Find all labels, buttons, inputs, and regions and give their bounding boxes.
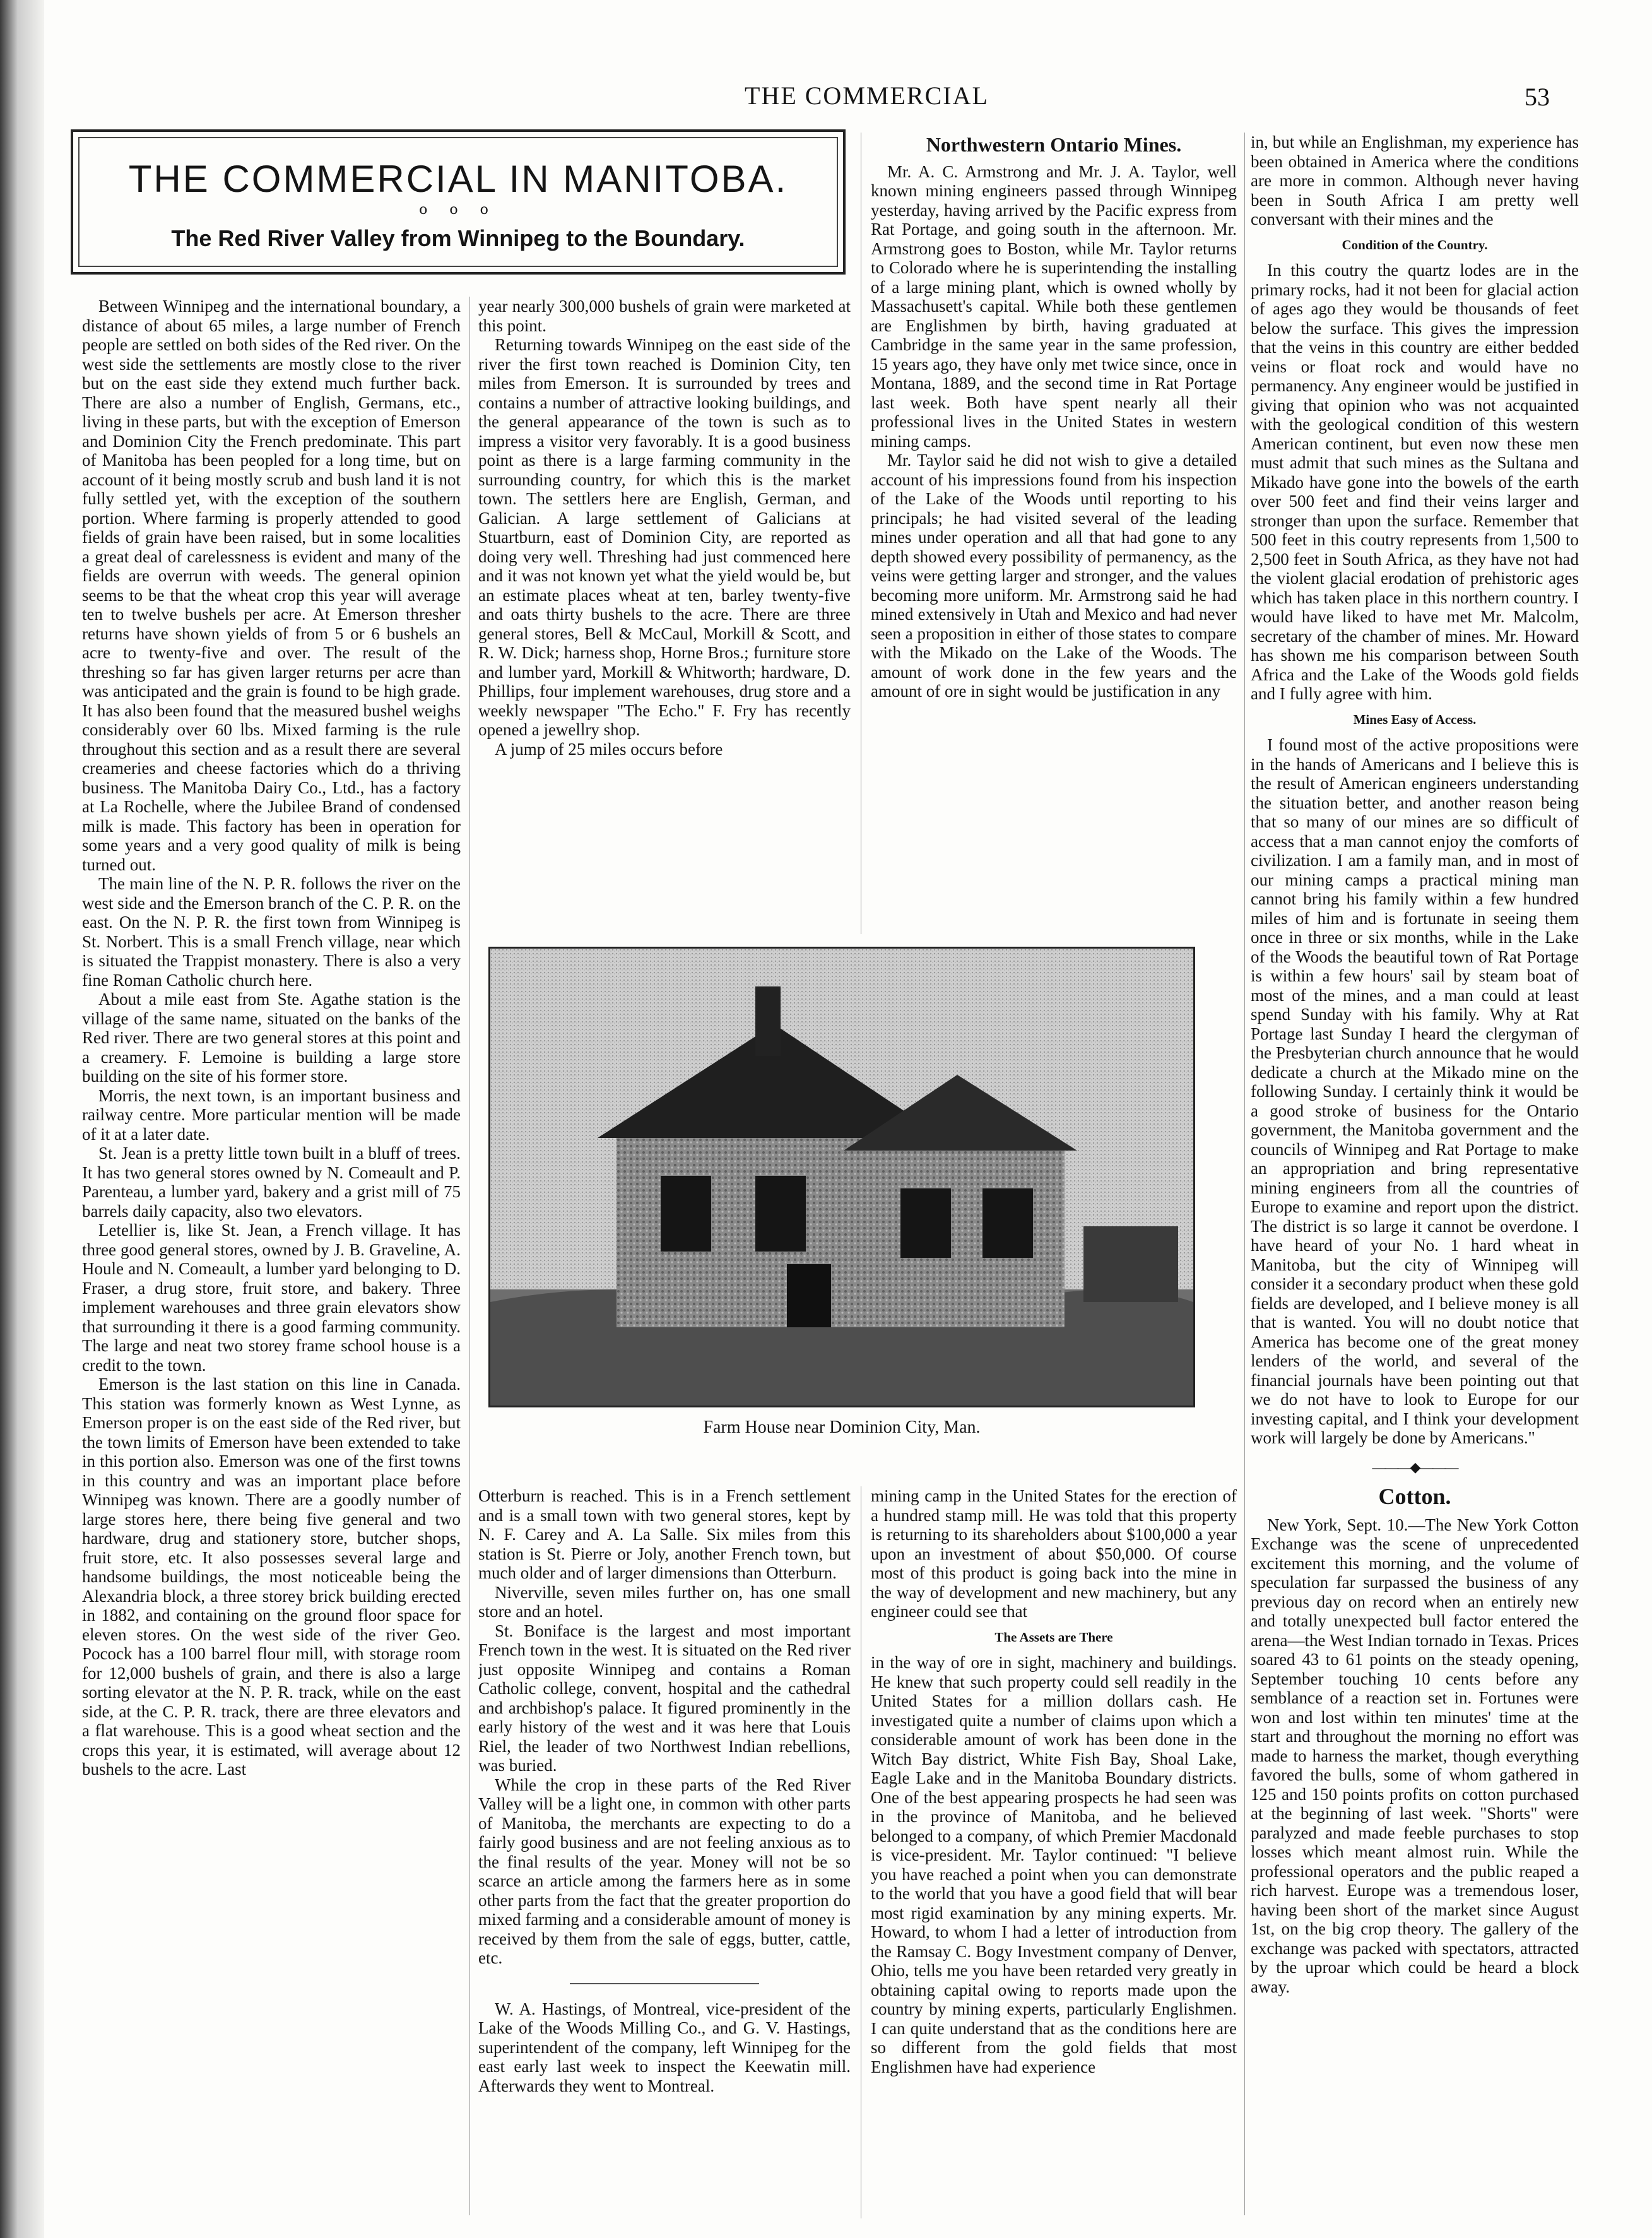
article-paragraph: Niverville, seven miles further on, has one small store and an hotel. bbox=[478, 1582, 851, 1621]
mines-article-heading: Northwestern Ontario Mines. bbox=[926, 133, 1182, 156]
column-divider bbox=[1244, 133, 1245, 2215]
article-paragraph: Returning towards Winnipeg on the east side of the river the first town reached is Dominion City, ten miles from Emerson. It is surrounded by trees and contains a number of attractive looking buildings, and the general appearance of the town is such as to impress a visitor very favorably. It is a good business point as there is a large farming community in the surrounding country, for which this is the market town. The settlers here are English, German, and Galician. A large settlement of Galicians at Stuartburn, east of Dominion City, are reported as doing very well. Threshing had just commenced here and it was not known yet what the yield would be, but an estimate places wheat at ten, barley twenty-five and oats thirty bushels to the acre. There are three general stores, Bell & McCaul, Morkill & Scott, and R. W. Dick; harness shop, Horne Bros.; furniture store and lumber yard, Morkill & Whitworth; hardware, D. Phillips, four implement warehouses, drug store and a weekly newspaper "The Echo." F. Fry has recently opened a jewellry shop. bbox=[478, 335, 851, 739]
article-paragraph: While the crop in these parts of the Red River Valley will be a light one, in common with other parts of Manitoba, the merchants are expecting to do a fairly good business and are not feeling anxious as to the final results of the year. Money will not be so scarce an article among the farmers here as in some other parts from the fact that the greater proportion do mixed farming and a considerable amount of money is received by them from the sale of eggs, butter, cattle, etc. bbox=[478, 1775, 851, 1967]
article-paragraph: A jump of 25 miles occurs before bbox=[495, 739, 723, 759]
article-paragraph: Mr. A. C. Armstrong and Mr. J. A. Taylor, well known mining engineers passed through Winnipeg yesterday, having arrived by the Pacific express from Rat Portage, and going south in the afternoon. Mr. Armstrong goes to Boston, while Mr. Taylor returns to Colorado where he is superintending the installing of a large mining plant, which is owned wholly by Massachusett's capital. While both these gentlemen are Englishmen by birth, having graduated at Cambridge in the same year in the same profession, 15 years ago, they have only met twice since, once in Montana, 1889, and the second time in Rat Portage last week. Both have spent nearly all their professional lives in the United States in western mining camps. bbox=[871, 162, 1237, 451]
section-divider: ———◆——— bbox=[1372, 1459, 1458, 1475]
article-paragraph: Emerson is the last station on this line in Canada. This station was formerly known as West Lynne, as Emerson proper is on the east side of the Red river, but the town limits of Emerson have been extended to take in this portion also. Emerson was one of the first towns in this country and was an important place before Winnipeg was known. There are a goodly number of large stores here, there being five general and two hardware, drug and stationery store, butcher shops, fruit store, etc. It also possesses several large and handsome buildings, the most noticeable being the Alexandria block, a three storey brick building erected in 1882, and containing on the ground floor space for eleven stores. On the west side of the river Geo. Pocock has a 100 barrel flour mill, with storage room for 12,000 bushels of grain, and there is also a large sorting elevator at the N. P. R. track, while on the east side, at the C. P. R. track, there are three elevators and a flat warehouse. This is a good wheat section and the crops this year, it is estimated, will average about 12 bushels to the acre. Last bbox=[82, 1375, 461, 1779]
masthead-title: THE COMMERCIAL IN MANITOBA. bbox=[128, 158, 788, 200]
farm-house-photo bbox=[488, 947, 1195, 1407]
house-door bbox=[787, 1264, 831, 1327]
column-divider bbox=[469, 297, 470, 2215]
page-number: 53 bbox=[1525, 83, 1550, 111]
access-subheading: Mines Easy of Access. bbox=[1353, 711, 1477, 727]
article-paragraph: About a mile east from Ste. Agathe station is the village of the same name, situated on the banks of the Red river. There are two general stores at this point and a creamery. F. Lemoine is building a large store building on the site of his former store. bbox=[82, 990, 461, 1086]
article-paragraph: in, but while an Englishman, my experience has been obtained in America where the conditions are more in common. Although never having been in South Africa I am pretty well conversant with their mines and the bbox=[1251, 133, 1579, 228]
article-column-2-bottom bbox=[478, 1486, 851, 2218]
cotton-heading: Cotton. bbox=[1378, 1484, 1451, 1509]
shed-building bbox=[1083, 1226, 1178, 1302]
article-paragraph: In this coutry the quartz lodes are in the primary rocks, had it not been for glacial action of ages ago they would be thousands of feet below the surface. This gives the impression that the veins in this country are either bedded veins or float rock and would have no permanency. Any engineer would be justified in giving that opinion who was not acquainted with the geological condition of this western American continent, but even now these men must admit that such mines as the Sultana and Mikado have gone into the bowels of the earth over 500 feet and find their veins larger and stronger than upon the surface. Remember that 500 feet in this coutry represents from 1,500 to 2,500 feet in South Africa, as they have not had the violent glacial erodation of prehistoric ages which has taken place in this northern country. I would have liked to have met Mr. Malcolm, secretary of the chamber of mines. Mr. Howard has shown me his comparison between South Africa and the Lake of the Woods gold fields and I fully agree with him. bbox=[1251, 261, 1579, 703]
house-window bbox=[900, 1188, 951, 1258]
masthead-ornament: o o o bbox=[419, 202, 497, 218]
house-window bbox=[982, 1188, 1033, 1258]
page-binding-edge bbox=[0, 0, 44, 2238]
house-window bbox=[755, 1176, 806, 1252]
article-column-2-top bbox=[478, 297, 851, 934]
article-paragraph: New York, Sept. 10.—The New York Cotton Exchange was the scene of unprecedented excitement this morning, and the volume of speculation far surpassed the business of any previous day on record when an entirely new and totally unexpected bull factor entered the arena—the West Indian tornado in Texas. Prices soared 43 to 61 points on the steady opening, September touching 10 cents before any semblance of a reaction set in. Fortunes were won and lost within ten minutes' time at the start and throughout the morning no effort was made to harness the market, though everything favored the bulls, some of whom gathered in 125 and 150 points profits on cotton purchased at the beginning of last week. "Shorts" were paralyzed and made feeble purchases to stop losses which meant almost ruin. While the professional operators and the public reaped a rich harvest. Europe was a tremendous loser, having been short of the market since August 1st, on the big crop theory. The gallery of the exchange was packed with spectators, attracted by the uproar which could be heard a block away. bbox=[1251, 1515, 1579, 1996]
house-window bbox=[661, 1176, 711, 1252]
article-paragraph: I found most of the active propositions were in the hands of Americans and I believe this is the result of American engineers understanding the situation better, and another reason being that so many of our mines are so difficult of access that a man cannot enjoy the comforts of civilization. I am a family man, and in most of our mining camps a practical mining man cannot bring his family within a few hundred miles of him and is fortunate in seeing them once in three or six months, while in the Lake of the Woods the beautiful town of Rat Portage is within a few hours' sail by steam boat of most of the mines, and a man could at least spend Sunday with his family. Why at Rat Portage last Sunday I heard the clergyman of the Presbyterian church announce that he would dedicate a church at the Mikado mine on the following Sunday. I certainly think it would be a good stroke of business for the Ontario government, the Manitoba government and the councils of Winnipeg and Rat Portage to make an appropriation and bring representative mining engineers from all the countries of Europe to examine and report upon the district. The district is so large it cannot be overdone. I have heard of your No. 1 hard wheat in Manitoba, but the city of Winnipeg will consider it a secondary product when these gold fields are developed, and I believe money is all that is wanted. You will no doubt notice that America has become one of the great money lenders of the world, and several of the financial journals have been pointing out that we do not have to look to Europe for our investing capital, and I think your development work will largely be done by Americans." bbox=[1251, 735, 1579, 1447]
article-paragraph: in the way of ore in sight, machinery and buildings. He knew that such property could sell readily in the United States for a million dollars cash. He investigated quite a number of claims upon which a considerable amount of work has been done in the Witch Bay district, White Fish Bay, Shoal Lake, Eagle Lake and in the Manitoba Boundary districts. One of the best appearing prospects he had seen was in the province of Manitoba, and he believed belonged to a company, of which Premier Macdonald is vice-president. Mr. Taylor continued: "I believe you have reached a point when you can demonstrate to the world that you have a good field that will bear most rigid examination by any mining experts. Mr. Howard, to whom I had a letter of introduction from the Ramsay C. Bogy Investment company of Denver, Ohio, tells me you have been retarded very greatly in obtaining capital owing to reports made upon the country by mining experts, particularly Englishmen. I can quite understand that as the conditions here are so different from the gold fields that most Englishmen have had experience bbox=[871, 1653, 1237, 2076]
article-paragraph: Between Winnipeg and the international boundary, a distance of about 65 miles, a large number of French people are settled on both sides of the Red river. On the west side the settlements are mostly close to the river but on the east side they extend much further back. There are also a number of English, Germans, etc., living in these parts, but with the exception of Emerson and Dominion City the French predominate. This part of Manitoba has been peopled for a long time, but on account of it being mostly scrub and bush land it is not fully settled yet, with the exception of the southern portion. Where farming is properly attended to good fields of grain have been raised, but in some localities a great deal of carelessness is evident and many of the fields are overrun with weeds. The general opinion seems to be that the wheat crop this year will average ten to twelve bushels per acre. At Emerson thresher returns have shown yields of from 5 or 6 bushels an acre to twenty-five and over. The result of the threshing so far has given larger returns per acre than was anticipated and the grain is found to be high grade. It has also been found that the measured bushel weighs considerably over 60 lbs. Mixed farming is the rule throughout this section and as a result there are several creameries and cheese factories which do a thriving business. The Manitoba Dairy Co., Ltd., has a factory at La Rochelle, where the Jubilee Brand of condensed milk is made. This factory has been in operation for some years and a very good quality of milk is being turned out. bbox=[82, 297, 461, 874]
article-column-4 bbox=[1251, 133, 1579, 2215]
article-paragraph: Otterburn is reached. This is in a French settlement and is a small town with two general stores, kept by N. F. Carey and A. La Salle. Six miles from this station is St. Pierre or Joly, another French town, but much older and of larger dimensions than Otterburn. bbox=[478, 1486, 851, 1582]
masthead-inner-frame bbox=[78, 137, 838, 267]
article-paragraph: St. Boniface is the largest and most important French town in the west. It is situated on the Red river just opposite Winnipeg and contains a Roman Catholic college, convent, hospital and the cathedral and archbishop's palace. It figured prominently in the early history of the west and it was here that Louis Riel, the leader of two Northwest Indian rebellions, was buried. bbox=[478, 1621, 851, 1775]
assets-subheading: The Assets are There bbox=[994, 1629, 1113, 1645]
article-paragraph: Morris, the next town, is an important business and railway centre. More particular mention will be made of it at a later date. bbox=[82, 1086, 461, 1144]
masthead-subtitle: The Red River Valley from Winnipeg to the Boundary. bbox=[171, 225, 745, 251]
article-paragraph: W. A. Hastings, of Montreal, vice-president of the Lake of the Woods Milling Co., and G. V. Hastings, superintendent of the company, left Winnipeg for the east early last week to inspect the Keewatin mill. Afterwards they went to Montreal. bbox=[478, 1999, 851, 2095]
photo-caption: Farm House near Dominion City, Man. bbox=[703, 1418, 981, 1437]
article-paragraph: year nearly 300,000 bushels of grain were marketed at this point. bbox=[478, 297, 851, 335]
article-paragraph: Letellier is, like St. Jean, a French village. It has three good general stores, owned by J. B. Graveline, A. Houle and N. Comeault, a lumber yard belonging to D. Fraser, a drug store, fruit store, and bakery. Three implement warehouses and three grain elevators show that surrounding it there is a good farming community. The large and neat two storey frame school house is a credit to the town. bbox=[82, 1221, 461, 1375]
article-paragraph: The main line of the N. P. R. follows the river on the west side and the Emerson branch of the C. P. R. on the east. On the N. P. R. the first town from Winnipeg is St. Norbert. This is a small French village, near which is situated the Trappist monastery. There is also a very fine Roman Catholic church here. bbox=[82, 874, 461, 990]
article-paragraph: Mr. Taylor said he did not wish to give a detailed account of his impressions found from his inspection of the Lake of the Woods until reporting to his principals; he had visited several of the leading mines under operation and all that had gone to any depth showed every possibility of permanency, as the veins were getting larger and stronger, and the values becoming more uniform. Mr. Armstrong said he had mined extensively in Utah and Mexico and had never seen a proposition in either of those states to compare with the Mikado on the Lake of the Woods. The amount of work done in the few years and the amount of ore in sight would be justification in any bbox=[871, 451, 1237, 701]
article-column-3-bottom bbox=[871, 1486, 1237, 2218]
article-column-3-top bbox=[871, 133, 1237, 934]
house-chimney bbox=[755, 986, 781, 1056]
condition-subheading: Condition of the Country. bbox=[1342, 237, 1488, 252]
article-column-1 bbox=[82, 297, 461, 2215]
house-side-wall bbox=[856, 1151, 1065, 1327]
article-paragraph: mining camp in the United States for the erection of a hundred stamp mill. He was told that this property is returning to its shareholders about $100,000 a year upon an investment of about $50,000. Of course most of this product is going back into the mine in the way of development and new machinery, but any engineer could see that bbox=[871, 1486, 1237, 1621]
farm-house-illustration bbox=[490, 949, 1193, 1406]
column-rule bbox=[570, 1983, 759, 1984]
section-masthead bbox=[71, 129, 846, 275]
article-paragraph: St. Jean is a pretty little town built in a bluff of trees. It has two general stores owned by N. Comeault and P. Parenteau, a lumber yard, bakery and a grist mill of 75 barrels daily capacity, also two elevators. bbox=[82, 1144, 461, 1221]
running-header-title: THE COMMERCIAL bbox=[745, 81, 989, 110]
